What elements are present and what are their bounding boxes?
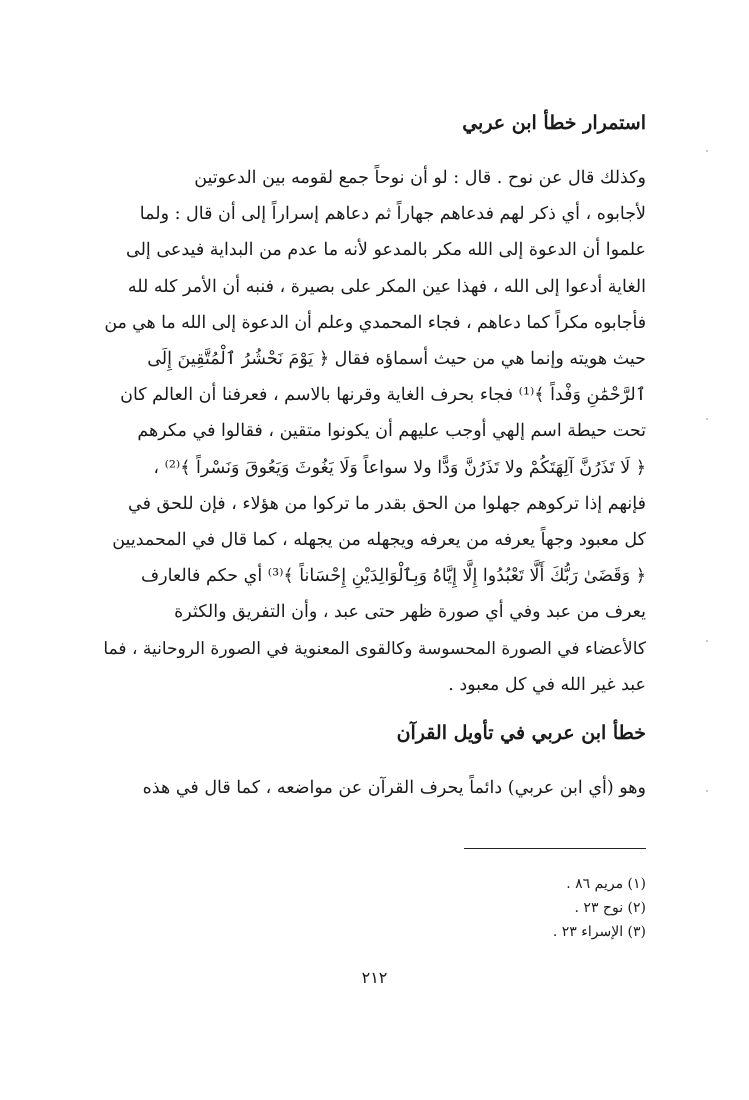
paragraph-line: فإنهم إذا تركوهم جهلوا من الحق بقدر ما تركوا من هؤلاء ، فإن للحق في bbox=[128, 493, 646, 514]
margin-mark bbox=[706, 150, 708, 152]
paragraph-line: حيث هويته وإنما هي من حيث أسماؤه فقال ﴿ يَوْمَ نَحْشُرُ ٱلْمُتَّقِينَ إِلَى bbox=[147, 349, 646, 370]
footnote-divider bbox=[464, 848, 646, 849]
section-heading-2: خطأ ابن عربي في تأويل القرآن bbox=[396, 722, 646, 744]
paragraph-line: تحت حيطة اسم إلهي أوجب عليهم أن يكونوا متقين ، فقالوا في مكرهم bbox=[137, 421, 646, 442]
paragraph-line: كل معبود وجهاً يعرفه من يعرفه ويجهله من يجهله ، كما قال في المحمديين bbox=[112, 530, 646, 551]
section-heading-1: استمرار خطأ ابن عربي bbox=[462, 112, 646, 134]
paragraph-line: وكذلك قال عن نوح . قال : لو أن نوحاً جمع لقومه بين الدعوتين bbox=[194, 168, 646, 188]
paragraph-line: علموا أن الدعوة إلى الله مكر بالمدعو لأنه ما عدم من البداية فيدعى إلى bbox=[126, 240, 646, 261]
paragraph-line: لأجابوه ، أي ذكر لهم فدعاهم جهاراً ثم دعاهم إسراراً إلى أن قال : ولما bbox=[139, 204, 646, 225]
footnote-1: (١) مريم ٨٦ . bbox=[566, 876, 646, 892]
page-number: ٢١٢ bbox=[361, 968, 388, 987]
footnote-3: (٣) الإسراء ٢٣ . bbox=[552, 924, 646, 940]
paragraph-2 bbox=[101, 770, 646, 806]
paragraph-line: وهو (أي ابن عربي) دائماً يحرف القرآن عن مواضعه ، كما قال في هذه bbox=[142, 778, 646, 798]
paragraph-line: ﴿ لَا تَذَرُنَّ آلِهَتَكُمْ ولا تَذَرُنَّ وَدًّا ولا سواعاً وَلَا يَغُوثَ وَيَعُوقَ وَنَسْراً ﴾⁽²⁾ ، bbox=[153, 457, 646, 478]
paragraph-line: عبد غير الله في كل معبود . bbox=[448, 674, 646, 695]
footnotes bbox=[346, 872, 646, 944]
paragraph-line: الغاية أدعوا إلى الله ، فهذا عين المكر على بصيرة ، فنبه أن الأمر كله لله bbox=[127, 276, 646, 297]
paragraph-line: ﴿ وَقَضَىٰ رَبُّكَ أَلَّا تَعْبُدُوا إِلَّا إِيَّاهُ وَبِٱلْوَالِدَيْنِ إِحْسَاناً ﴾⁽³⁾ أي حكم فالعارف bbox=[141, 566, 646, 587]
paragraph-line: كالأعضاء في الصورة المحسوسة وكالقوى المعنوية في الصورة الروحانية ، فما bbox=[103, 638, 646, 659]
margin-mark bbox=[706, 418, 708, 420]
paragraph-line: ٱلرَّحْمَٰنِ وَفْداً ﴾⁽¹⁾ فجاء بحرف الغاية وقرنها بالاسم ، فعرفنا أن العالم كان bbox=[120, 385, 646, 406]
paragraph-line: يعرف من عبد وفي أي صورة ظهر حتى عبد ، وأن التفريق والكثرة bbox=[174, 602, 646, 623]
paragraph-1 bbox=[101, 160, 646, 703]
margin-mark bbox=[706, 790, 708, 792]
footnote-2: (٢) نوح ٢٣ . bbox=[574, 900, 646, 916]
margin-mark bbox=[706, 640, 708, 642]
paragraph-line: فأجابوه مكراً كما دعاهم ، فجاء المحمدي وعلم أن الدعوة إلى الله ما هي من bbox=[104, 312, 646, 333]
